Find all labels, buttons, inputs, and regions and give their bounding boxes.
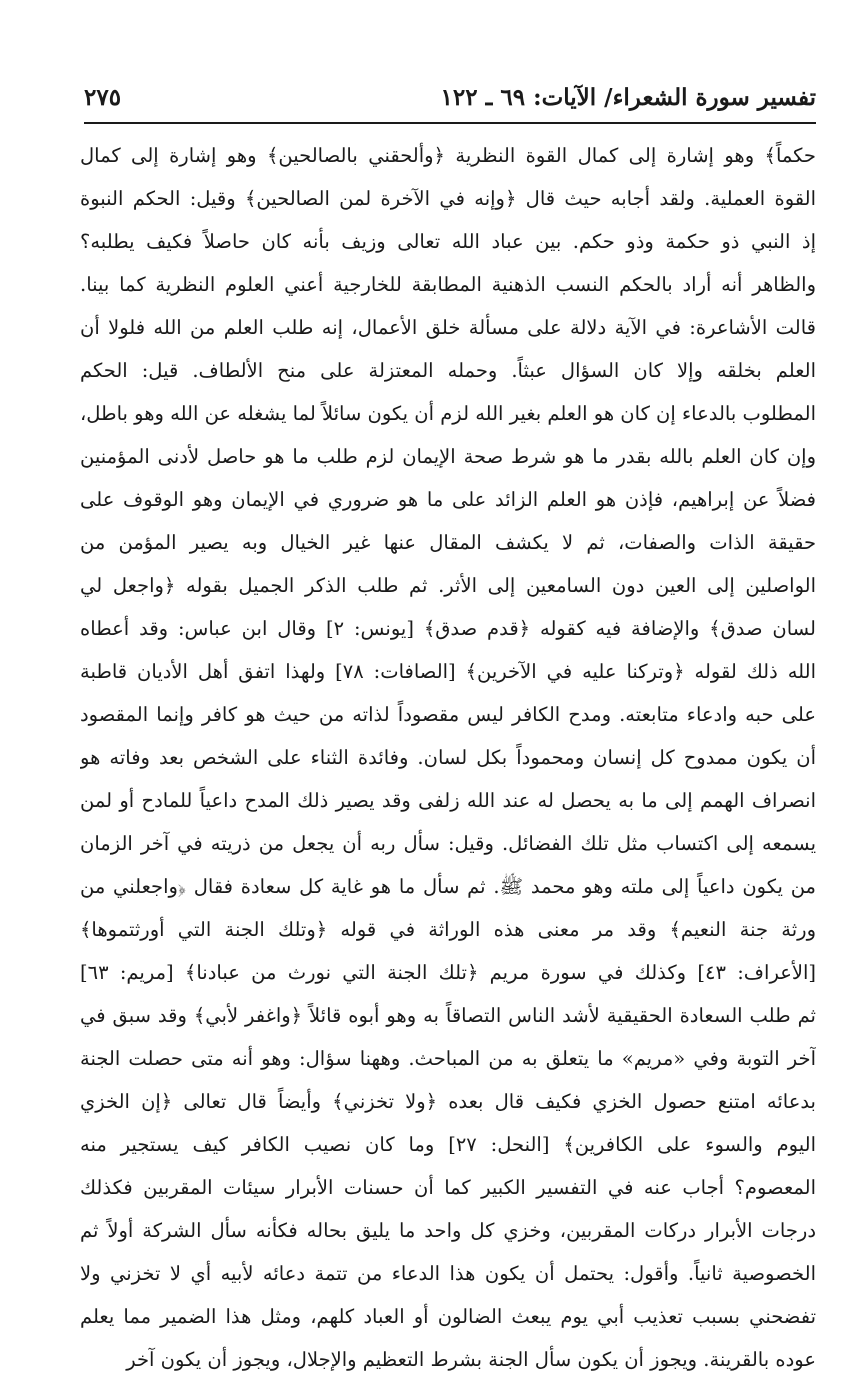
text-line: حقيقة الذات والصفات، ثم لا يكشف المقال عنها غير الخيال وبه يصير المؤمن من <box>80 531 816 554</box>
text-line: انصراف الهمم إلى ما به يحصل له عند الله زلفى وقد يصير ذلك المدح داعياً للمادح أو لمن <box>80 789 816 812</box>
text-line: المطلوب بالدعاء إن كان هو العلم بغير الله لزم أن يكون سائلاً لما يشغله عن الله وهو باطل، <box>80 402 816 425</box>
text-line: إذ النبي ذو حكمة وذو حكم. بين عباد الله تعالى وزيف بأنه كان حاصلاً فكيف يطلبه؟ <box>80 230 816 253</box>
page-header <box>84 82 816 124</box>
text-line: [الأعراف: ٤٣] وكذلك في سورة مريم ﴿تلك الجنة التي نورث من عبادنا﴾ [مريم: ٦٣] <box>80 961 816 984</box>
text-line: والظاهر أنه أراد بالحكم النسب الذهنية المطابقة للخارجية أعني العلوم النظرية كما بينا. <box>80 273 816 296</box>
text-line: ثم طلب السعادة الحقيقية لأشد الناس التصاقاً به وهو أبوه قائلاً ﴿واغفر لأبي﴾ وقد سبق في <box>80 1004 816 1027</box>
text-line: القوة العملية. ولقد أجابه حيث قال ﴿وإنه في الآخرة لمن الصالحين﴾ وقيل: الحكم النبوة <box>80 187 816 210</box>
text-line: تفضحني بسبب تعذيب أبي يوم يبعث الضالون أو العباد كلهم، ومثل هذا الضمير مما يعلم <box>80 1305 816 1328</box>
text-line: الواصلين إلى العين دون السامعين إلى الأثر. ثم طلب الذكر الجميل بقوله ﴿واجعل لي <box>80 574 816 597</box>
text-line: فضلاً عن إبراهيم، فإذن هو العلم الزائد على ما هو ضروري في الإيمان وهو الوقوف على <box>80 488 816 511</box>
text-line: من يكون داعياً إلى ملته وهو محمد ﷺ. ثم سأل ما هو غاية كل سعادة فقال ﴿واجعلني من <box>80 875 816 898</box>
text-line: المعصوم؟ أجاب عنه في التفسير الكبير كما أن حسنات الأبرار سيئات المقربين فكذلك <box>80 1176 816 1199</box>
page-number: ٢٧٥ <box>84 84 122 111</box>
text-line: وإن كان العلم بالله بقدر ما هو شرط صحة الإيمان لزم طلب ما هو حاصل لأدنى المؤمنين <box>80 445 816 468</box>
text-line: ورثة جنة النعيم﴾ وقد مر معنى هذه الوراثة في قوله ﴿وتلك الجنة التي أورثتموها﴾ <box>80 918 816 941</box>
text-line: على حبه وادعاء متابعته. ومدح الكافر ليس مقصوداً لذاته من حيث هو كافر وإنما المقصود <box>80 703 816 726</box>
text-line: عوده بالقرينة. ويجوز أن يكون سأل الجنة بشرط التعظيم والإجلال، ويجوز أن يكون آخر <box>126 1348 816 1371</box>
text-line: بدعائه امتنع حصول الخزي فكيف قال بعده ﴿ولا تخزني﴾ وأيضاً قال تعالى ﴿إن الخزي <box>80 1090 816 1113</box>
text-line: لسان صدق﴾ والإضافة فيه كقوله ﴿قدم صدق﴾ [يونس: ٢] وقال ابن عباس: وقد أعطاه <box>80 617 816 640</box>
text-line: يسمعه إلى اكتساب مثل تلك الفضائل. وقيل: سأل ربه أن يجعل من ذريته في آخر الزمان <box>80 832 816 855</box>
text-line: اليوم والسوء على الكافرين﴾ [النحل: ٢٧] وما كان نصيب الكافر كيف يستجير منه <box>80 1133 816 1156</box>
text-line: أن يكون ممدوح كل إنسان ومحموداً بكل لسان. وفائدة الثناء على الشخص بعد وفاته هو <box>80 746 816 769</box>
text-line: حكماً﴾ وهو إشارة إلى كمال القوة النظرية ﴿وألحقني بالصالحين﴾ وهو إشارة إلى كمال <box>80 144 816 167</box>
running-title: تفسير سورة الشعراء/ الآيات: ٦٩ ـ ١٢٢ <box>440 84 816 111</box>
text-line: قالت الأشاعرة: في الآية دلالة على مسألة خلق الأعمال، إنه طلب العلم من الله فلولا أن <box>80 316 816 339</box>
text-line: آخر التوبة وفي «مريم» ما يتعلق به من المباحث. وههنا سؤال: وهو أنه متى حصلت الجنة <box>80 1047 816 1070</box>
text-line: العلم بخلقه وإلا كان السؤال عبثاً. وحمله المعتزلة على منح الألطاف. قيل: الحكم <box>80 359 816 382</box>
text-line: درجات الأبرار دركات المقربين، وخزي كل واحد ما يليق بحاله فكأنه سأل الشركة أولاً ثم <box>80 1219 816 1242</box>
text-line: الله ذلك لقوله ﴿وتركنا عليه في الآخرين﴾ [الصافات: ٧٨] ولهذا اتفق أهل الأديان قاطبة <box>80 660 816 683</box>
text-line: الخصوصية ثانياً. وأقول: يحتمل أن يكون هذا الدعاء من تتمة دعائه لأبيه أي لا تخزني ولا <box>80 1262 816 1285</box>
body-text <box>80 134 816 1381</box>
